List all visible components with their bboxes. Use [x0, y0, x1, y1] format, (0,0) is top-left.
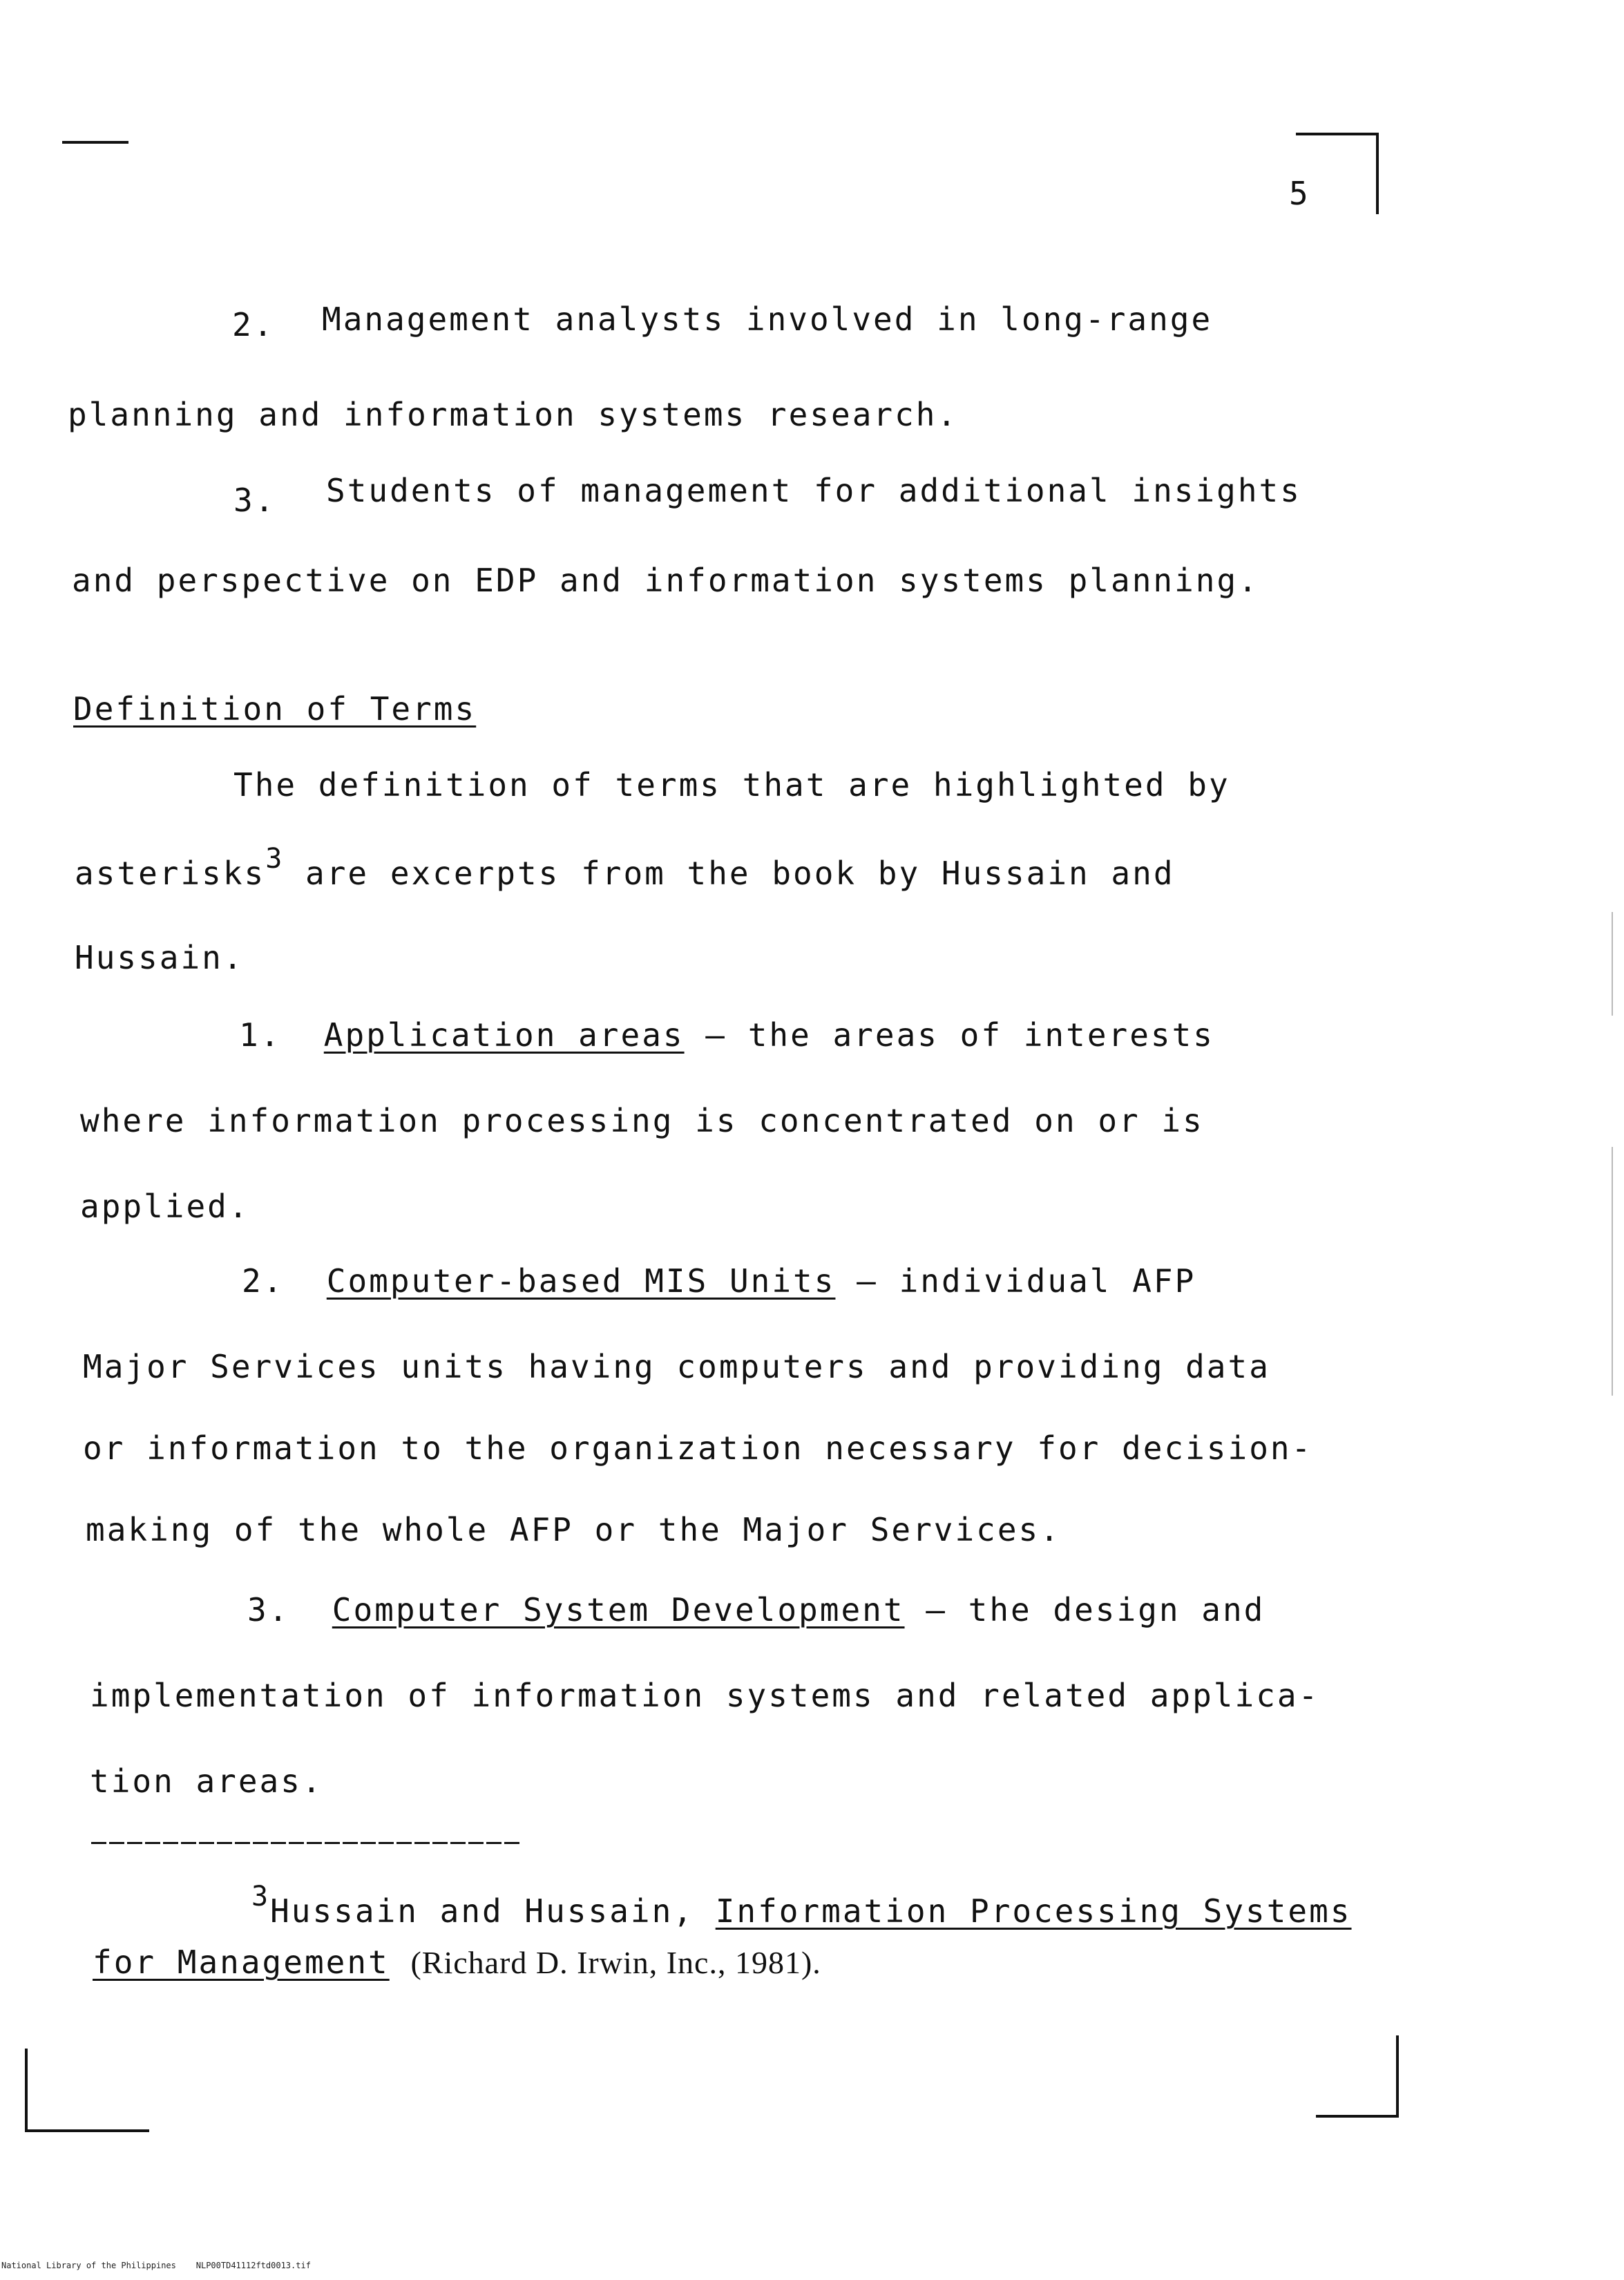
- list-item-text: and perspective on EDP and information systems planning.: [72, 562, 1259, 599]
- footnote-publisher: (Richard D. Irwin, Inc., 1981).: [410, 1945, 821, 1980]
- term-definition: the areas of interests: [747, 1016, 1214, 1054]
- term-definition: tion areas.: [90, 1763, 323, 1800]
- intro-text: [75, 843, 1175, 895]
- term-definition: individual AFP: [899, 1262, 1196, 1300]
- term-entry: [242, 1262, 1196, 1300]
- footnote: [93, 1943, 821, 1982]
- footnote-separator: [91, 1842, 522, 1844]
- section-heading: Definition of Terms: [73, 690, 477, 728]
- footnote: [251, 1881, 1352, 1932]
- intro-text-a: asterisks: [75, 855, 266, 892]
- footnote-reference: 3: [265, 843, 285, 875]
- footnote-marker: 3: [251, 1881, 271, 1912]
- scan-artifact: [1612, 1147, 1613, 1396]
- page-number: 5: [1289, 175, 1310, 212]
- list-item-text: planning and information systems research.: [68, 396, 959, 433]
- term-dash: –: [926, 1591, 947, 1628]
- list-item-number: 2.: [232, 306, 275, 343]
- intro-text-b: are excerpts from the book by Hussain and: [305, 855, 1175, 892]
- term-definition: where information processing is concentrated on or is: [80, 1102, 1204, 1139]
- term-name: Application areas: [323, 1016, 685, 1054]
- list-item-text: Management analysts involved in long-range: [322, 301, 1213, 338]
- footnote-title: Information Processing Systems: [715, 1892, 1352, 1930]
- crop-mark-top-right-vertical: [1376, 133, 1379, 214]
- term-number: 1.: [239, 1016, 282, 1054]
- scan-footer: National Library of the Philippines NLP00TD41112ftd0013.tif: [1, 2261, 311, 2270]
- term-number: 3.: [247, 1591, 290, 1628]
- term-dash: –: [705, 1016, 727, 1054]
- term-definition: implementation of information systems and related applica-: [90, 1677, 1320, 1714]
- term-number: 2.: [242, 1262, 285, 1300]
- footnote-title: for Management: [93, 1944, 390, 1981]
- crop-mark-bottom-right-horizontal: [1316, 2115, 1399, 2118]
- term-dash: –: [857, 1262, 878, 1300]
- intro-text: The definition of terms that are highlighted by: [233, 766, 1230, 804]
- intro-text: Hussain.: [75, 939, 245, 976]
- crop-mark-bottom-right-vertical: [1396, 2035, 1399, 2118]
- scan-artifact: [1612, 912, 1613, 1016]
- crop-mark-top-right-horizontal: [1296, 133, 1379, 135]
- list-item-text: Students of management for additional insights: [326, 472, 1301, 509]
- crop-mark-bottom-left-horizontal: [25, 2129, 149, 2132]
- term-definition: making of the whole AFP or the Major Services.: [86, 1511, 1061, 1548]
- term-name: Computer-based MIS Units: [326, 1262, 836, 1300]
- term-definition: or information to the organization necessary for decision-: [83, 1429, 1313, 1467]
- term-name: Computer System Development: [332, 1591, 905, 1628]
- crop-mark-bottom-left-vertical: [25, 2049, 28, 2132]
- term-definition: Major Services units having computers and providing data: [83, 1348, 1270, 1385]
- term-entry: [239, 1016, 1214, 1054]
- term-definition: the design and: [968, 1591, 1265, 1628]
- list-item-number: 3.: [233, 482, 276, 519]
- term-definition: applied.: [80, 1188, 250, 1225]
- footnote-authors: Hussain and Hussain,: [270, 1892, 694, 1930]
- crop-mark-top-left: [62, 141, 128, 144]
- term-entry: [247, 1590, 1265, 1629]
